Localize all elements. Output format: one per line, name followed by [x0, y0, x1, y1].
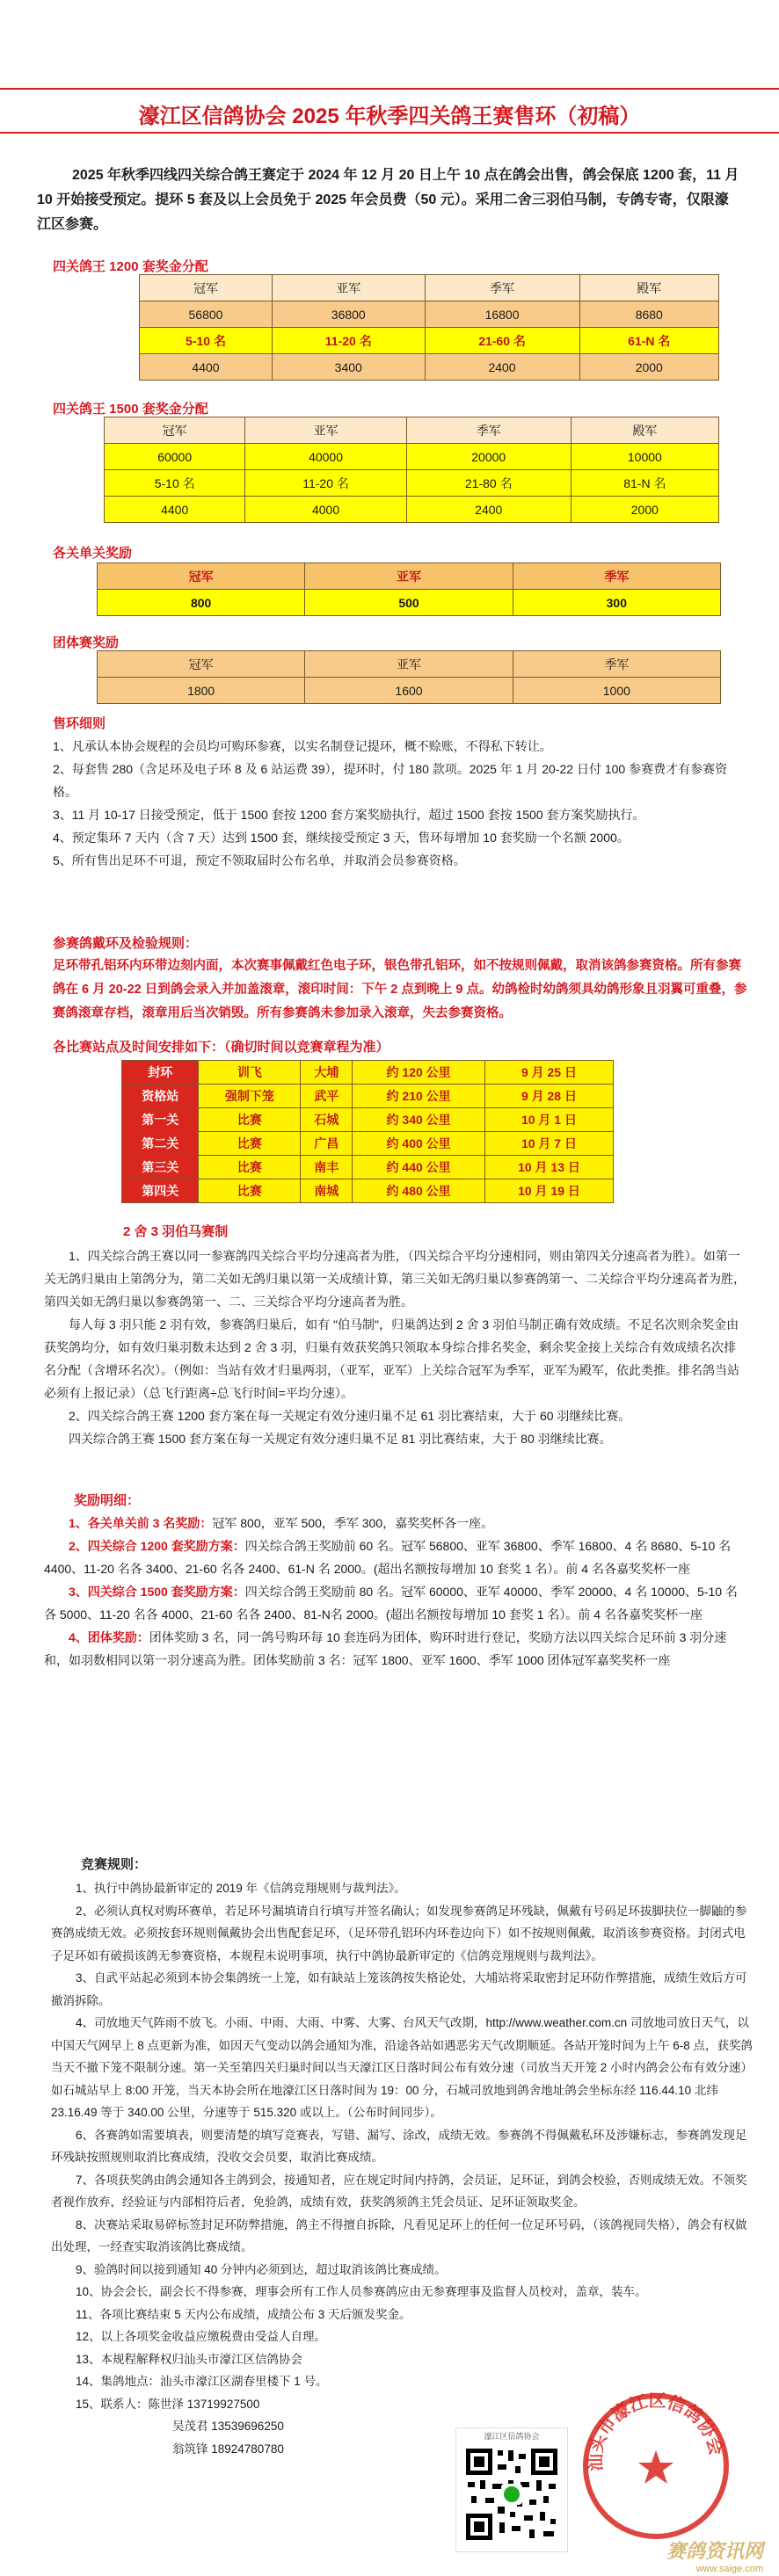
sale-rule-item: 4、预定集环 7 天内（含 7 天）达到 1500 套，继续接受预定 3 天，售环每增加 10 套奖励一个名额 2000。	[53, 831, 630, 845]
value-cell: 20000	[406, 444, 571, 470]
site-watermark: 赛鸽资讯网	[666, 2540, 763, 2562]
sale-rule-item: 1、凡承认本协会规程的会员均可购环参赛，以实名制登记提环，概不赊账，不得私下转让。	[53, 739, 552, 753]
stage-cell: 资格站	[122, 1085, 199, 1108]
date-cell: 10 月 13 日	[484, 1156, 613, 1179]
schedule-row	[122, 1061, 614, 1085]
award-4-text: 团体奖励 3 名，同一鸽号购环每 10 套连码为团体，购环时进行登记，奖励方法以四关综合足环前 3 羽分速和，如羽数相同以第一羽分速高为胜。团体奖励前 3 名：冠军 1800、亚军 1600、季军 1000 团体冠军嘉奖奖杯一座	[44, 1630, 727, 1667]
header-cell: 冠军	[140, 275, 273, 301]
award-1-heading: 1、各关单关前 3 名奖励：	[69, 1516, 213, 1530]
date-cell: 10 月 1 日	[484, 1108, 613, 1132]
header-cell: 亚军	[305, 563, 513, 590]
race-rules-label: 竞赛规则：	[81, 1857, 148, 1872]
single-stage-prize-table	[97, 562, 721, 616]
bema-paragraph-4: 四关综合鸽王赛 1500 套方案在每一关规定有效分速归巢不足 81 羽比赛结束，大于 80 羽继续比赛。	[69, 1432, 612, 1446]
site-cell: 南丰	[301, 1156, 353, 1179]
site-cell: 大埔	[301, 1061, 353, 1085]
site-cell: 广昌	[301, 1132, 353, 1156]
race-rule-item: 9、验鸽时间以接到通知 40 分钟内必须到达，超过取消该鸽比赛成绩。	[76, 2262, 447, 2276]
race-rule-item: 11、各项比赛结束 5 天内公布成绩，成绩公布 3 天后颁发奖金。	[76, 2307, 411, 2321]
distance-cell: 约 440 公里	[353, 1156, 485, 1179]
value-cell: 2000	[579, 354, 718, 381]
value-cell: 56800	[140, 301, 273, 328]
bema-section	[44, 1244, 747, 1450]
header-cell: 殿军	[571, 417, 718, 444]
value-cell: 4400	[105, 497, 245, 523]
award-label: 奖励明细：	[74, 1493, 141, 1508]
sale-rules-list	[53, 735, 747, 872]
award-section	[44, 1512, 747, 1672]
type-cell: 训飞	[199, 1061, 301, 1085]
date-cell: 9 月 25 日	[484, 1061, 613, 1085]
title-rule-bottom	[0, 132, 779, 134]
qr-icon	[462, 2445, 561, 2543]
schedule-row	[122, 1179, 614, 1203]
table1-label: 四关鸽王 1200 套奖金分配	[53, 259, 208, 274]
value-cell: 60000	[105, 444, 245, 470]
value-cell: 8680	[579, 301, 718, 328]
type-cell: 比赛	[199, 1179, 301, 1203]
value-cell: 800	[98, 590, 305, 616]
check-rules-text: 足环带孔铝环内环带边刻内面，本次赛事佩戴红色电子环，银色带孔铝环，如不按规则佩戴，取消该鸽参赛资格。所有参赛鸽在 6 月 20-22 日到鸽会录入并加盖滚章，滚印时间：下午 2 点到晚上 9 点。幼鸽检时幼鸽须具幼鸽形象且羽翼可重叠，参赛鸽滚章存档，滚章用后当次销毁。所有参赛鸽未参加录入滚章，失去参赛资格。	[53, 959, 747, 1020]
award-2-text: 四关综合鸽王奖励前 60 名。冠军 56800、亚军 36800、季军 16800、4 名 8680、5-10 名 4400、11-20 名各 3400、21-60 名各 2400、61-N 名 2000。(超出名额按每增加 10 套奖 1 名）。前 4 名各嘉奖奖杯一座	[44, 1539, 732, 1576]
header-cell: 亚军	[305, 651, 513, 678]
award-1-text: 冠军 800，亚军 500，季军 300，嘉奖奖杯各一座。	[212, 1516, 494, 1530]
contact-line: 吴茂君 13539696250	[172, 2420, 284, 2433]
date-cell: 10 月 19 日	[484, 1179, 613, 1203]
title-rule-top	[0, 88, 779, 90]
distance-cell: 约 400 公里	[353, 1132, 485, 1156]
official-seal	[580, 2391, 732, 2542]
header-cell: 亚军	[245, 417, 406, 444]
award-3-text: 四关综合鸽王奖励前 80 名。冠军 60000、亚军 40000、季军 20000、4 名 10000、5-10 名各 5000、11-20 名各 4000、21-60 名各 2400、81-N名 2000。(超出名额按每增加 10 套奖 1 名）。前 4 名各嘉奖奖杯一座	[44, 1585, 738, 1622]
rank-cell: 5-10 名	[105, 470, 245, 497]
value-cell: 1600	[305, 678, 513, 704]
header-cell: 季军	[513, 651, 720, 678]
date-cell: 9 月 28 日	[484, 1085, 613, 1108]
race-rule-item: 3、自武平站起必须到本协会集鸽统一上笼，如有缺站上笼该鸽按失格论处，大埔站将采取密封足环防作弊措施，成绩生效后方可撤消拆除。	[51, 1971, 747, 2007]
header-cell: 季军	[425, 275, 579, 301]
bema-paragraph-3: 2、四关综合鸽王赛 1200 套方案在每一关规定有效分速归巢不足 61 羽比赛结束，大于 60 羽继续比赛。	[69, 1409, 631, 1423]
header-cell: 殿军	[579, 275, 718, 301]
qr-caption: 濠江区信鸽协会	[484, 2432, 540, 2441]
stage-cell: 第三关	[122, 1156, 199, 1179]
team-prize-table	[97, 650, 721, 704]
race-rule-item: 1、执行中鸽协最新审定的 2019 年《信鸽竞翔规则与裁判法》。	[76, 1882, 406, 1895]
value-cell: 16800	[425, 301, 579, 328]
value-cell: 10000	[571, 444, 718, 470]
date-cell: 10 月 7 日	[484, 1132, 613, 1156]
sale-rule-item: 2、每套售 280（含足环及电子环 8 及 6 站运费 39），提环时，付 180 款项。2025 年 1 月 20-22 日付 100 参赛费才有参赛资格。	[53, 762, 728, 799]
rank-cell: 21-80 名	[406, 470, 571, 497]
contact-line: 翁筑锋 18924780780	[172, 2442, 284, 2456]
award-3-heading: 3、四关综合 1500 套奖励方案：	[69, 1585, 245, 1599]
value-cell: 500	[305, 590, 513, 616]
value-cell: 4400	[140, 354, 273, 381]
value-cell: 36800	[272, 301, 425, 328]
value-cell: 1000	[513, 678, 720, 704]
stage-cell: 第四关	[122, 1179, 199, 1203]
value-cell: 40000	[245, 444, 406, 470]
table2-label: 四关鸽王 1500 套奖金分配	[53, 402, 208, 417]
race-rule-item: 8、决赛站采取易碎标签封足环防弊措施，鸽主不得擅自拆除，凡看见足环上的任何一位足环号码，（该鸽视同失格），鸽会有权做出处理，一经查实取消该鸽比赛成绩。	[51, 2217, 747, 2253]
distance-cell: 约 210 公里	[353, 1085, 485, 1108]
header-cell: 冠军	[98, 563, 305, 590]
wechat-qr-code[interactable]	[455, 2427, 568, 2552]
award-4-heading: 4、团体奖励：	[69, 1630, 149, 1644]
race-rule-item: 7、各项获奖鸽由鸽会通知各主鸽到会，接通知者，应在规定时间内持鸽，会员证，足环证，到鸽会校验，否则成绩无效。不领奖者视作放弃，经验证与内部相符后者，免验鸽，成绩有效，获奖鸽须鸽主凭会员证、足环证领取奖金。	[51, 2173, 747, 2209]
schedule-row	[122, 1108, 614, 1132]
race-rule-item: 13、本规程解释权归汕头市濠江区信鸽协会	[76, 2352, 303, 2366]
award-2-heading: 2、四关综合 1200 套奖励方案：	[69, 1539, 245, 1553]
table3-label: 各关单关奖励	[53, 546, 133, 561]
value-cell: 2400	[406, 497, 571, 523]
rank-cell: 11-20 名	[245, 470, 406, 497]
site-watermark-url: www.saige.com	[695, 2564, 763, 2574]
page-title: 濠江区信鸽协会 2025 年秋季四关鸽王赛售环（初稿）	[138, 105, 641, 128]
seal-icon	[580, 2391, 732, 2542]
value-cell: 300	[513, 590, 720, 616]
type-cell: 比赛	[199, 1108, 301, 1132]
distance-cell: 约 340 公里	[353, 1108, 485, 1132]
header-cell: 冠军	[98, 651, 305, 678]
site-cell: 南城	[301, 1179, 353, 1203]
race-rule-item: 12、以上各项奖金收益应缴税费由受益人自理。	[76, 2330, 327, 2343]
schedule-row	[122, 1085, 614, 1108]
header-cell: 季军	[406, 417, 571, 444]
schedule-row	[122, 1132, 614, 1156]
table4-label: 团体赛奖励	[53, 635, 120, 650]
stage-cell: 第一关	[122, 1108, 199, 1132]
rank-cell: 11-20 名	[272, 328, 425, 354]
bema-paragraph-2: 每人每 3 羽只能 2 羽有效，参赛鸽归巢后，如有 "伯马制"，归巢鸽达到 2 舍 3 羽伯马制正确有效成绩。不足名次则余奖金由获奖鸽均分，如有效归巢羽数未达到 2 舍 3 羽，归巢有效获奖鸽只领取本身综合排名奖金，剩余奖金接上关综合有效成绩名次排名分配（含增环名次）。（例如：当站有效才归巢两羽，（亚军，亚军）上关综合冠军为季军，亚军为殿军，依此类推。排名鸽当站必须有上报记录）（总飞行距离÷总飞行时间=平均分速）。	[44, 1317, 739, 1400]
value-cell: 3400	[272, 354, 425, 381]
type-cell: 比赛	[199, 1132, 301, 1156]
stage-cell: 第二关	[122, 1132, 199, 1156]
race-rule-item: 6、各赛鸽如需要填表，则要清楚的填写竞赛表，写错、漏写、涂改，成绩无效。参赛鸽不得佩戴私环及涉嫌标志，参赛鸽发现足环残缺按照规则取消比赛成绩，没收交会员要，取消比赛成绩。	[51, 2128, 747, 2164]
distance-cell: 约 120 公里	[353, 1061, 485, 1085]
stage-cell: 封环	[122, 1061, 199, 1085]
value-cell: 2000	[571, 497, 718, 523]
value-cell: 4000	[245, 497, 406, 523]
intro-paragraph: 2025 年秋季四线四关综合鸽王赛定于 2024 年 12 月 20 日上午 10 点在鸽会出售，鸽会保底 1200 套，11 月 10 开始接受预定。提环 5 套及以上会员免于 2025 年会员费（50 元）。采用二舍三羽伯马制，专鸽专寄，仅限濠江区参赛。	[37, 168, 739, 232]
prize-table-1200	[139, 274, 719, 381]
rank-cell: 61-N 名	[579, 328, 718, 354]
seal-text: 汕头市濠江区信鸽协会	[584, 2391, 727, 2472]
sale-rule-item: 5、所有售出足环不可退，预定不领取届时公布名单，并取消会员参赛资格。	[53, 853, 466, 867]
race-schedule-table	[121, 1060, 614, 1203]
sale-rule-item: 3、11 月 10-17 日接受预定，低于 1500 套按 1200 套方案奖励执行，超过 1500 套按 1500 套方案奖励执行。	[53, 808, 645, 822]
race-rule-item: 4、司放地天气阵雨不放飞。小雨、中雨、大雨、中雾、大雾、台风天气改期，http://www.weather.com.cn 司放地司放日天气，以中国天气网早上 8 点更新为准，如因天气变动以鸽会通知为准，沿途各站如遇恶劣天气改期顺延。各站开笼时间为上午 6-8 点，获奖鸽当天不撤下笼不限制分速。第一关至第四关归巢时间以当天濠江区日落时间公布有效分速（司放当天开笼 2 小时内鸽会公布有效分速）如石城站早上 8:00 开笼，当天本协会所在地濠江区日落时间为 19：00 分，石城司放地到鸽舍地址鸽会坐标东经 116.44.10 北纬 23.16.49 等于 340.00 公里，分速等于 515.320 或以上。（公布时间同步）。	[51, 2016, 754, 2119]
schedule-label: 各比赛站点及时间安排如下：（确切时间以竞赛章程为准）	[53, 1040, 390, 1055]
prize-table-1500	[104, 417, 719, 523]
distance-cell: 约 480 公里	[353, 1179, 485, 1203]
header-cell: 季军	[513, 563, 720, 590]
race-rule-item: 2、必须认真权对购环赛单，若足环号漏填请自行填写并签名确认；如发现参赛鸽足环残缺，佩戴有号码足环拔脚抉位一脚鼬的参赛鸽成绩无效。必须按套环规则佩戴协会出售配套足环，（足环带孔铝环内环卷边向下）如不按规则佩戴，取消该参赛资格。封闭式电子足环如有破损该鸽无参赛资格，本规程未说明事项，执行中鸽协最新审定的《信鸽竞翔规则与裁判法》。	[51, 1904, 747, 1963]
type-cell: 比赛	[199, 1156, 301, 1179]
site-cell: 武平	[301, 1085, 353, 1108]
bema-paragraph-1: 1、四关综合鸽王赛以同一参赛鸽四关综合平均分速高者为胜，（四关综合平均分速相同，则由第四关分速高者为胜）。如第一关无鸽归巢由上第鸽分为，第二关如无鸽归巢以第一关成绩计算，第三关如无鸽归巢以参赛鸽第一、二关综合平均分速高者为胜，第四关如无鸽归巢以参赛鸽第一、二、三关综合平均分速高者为胜。	[44, 1249, 746, 1309]
check-rules-label: 参赛鸽戴环及检验规则：	[53, 936, 199, 951]
rank-cell: 5-10 名	[140, 328, 273, 354]
race-rule-item: 10、协会会长，副会长不得参赛，理事会所有工作人员参赛鸽应由无参赛理事及监督人员校对，盖章，装车。	[76, 2285, 647, 2298]
type-cell: 强制下笼	[199, 1085, 301, 1108]
rank-cell: 81-N 名	[571, 470, 718, 497]
value-cell: 2400	[425, 354, 579, 381]
race-rules-list	[51, 1877, 754, 2460]
race-rule-item: 15、联系人：陈世泽 13719927500	[76, 2397, 260, 2411]
bema-label: 2 舍 3 羽伯马赛制	[123, 1224, 229, 1239]
value-cell: 1800	[98, 678, 305, 704]
header-cell: 亚军	[272, 275, 425, 301]
site-cell: 石城	[301, 1108, 353, 1132]
rank-cell: 21-60 名	[425, 328, 579, 354]
sale-rules-label: 售环细则	[53, 716, 106, 731]
header-cell: 冠军	[105, 417, 245, 444]
schedule-row	[122, 1156, 614, 1179]
race-rule-item: 14、集鸽地点：汕头市濠江区湖春里楼下 1 号。	[76, 2375, 328, 2388]
